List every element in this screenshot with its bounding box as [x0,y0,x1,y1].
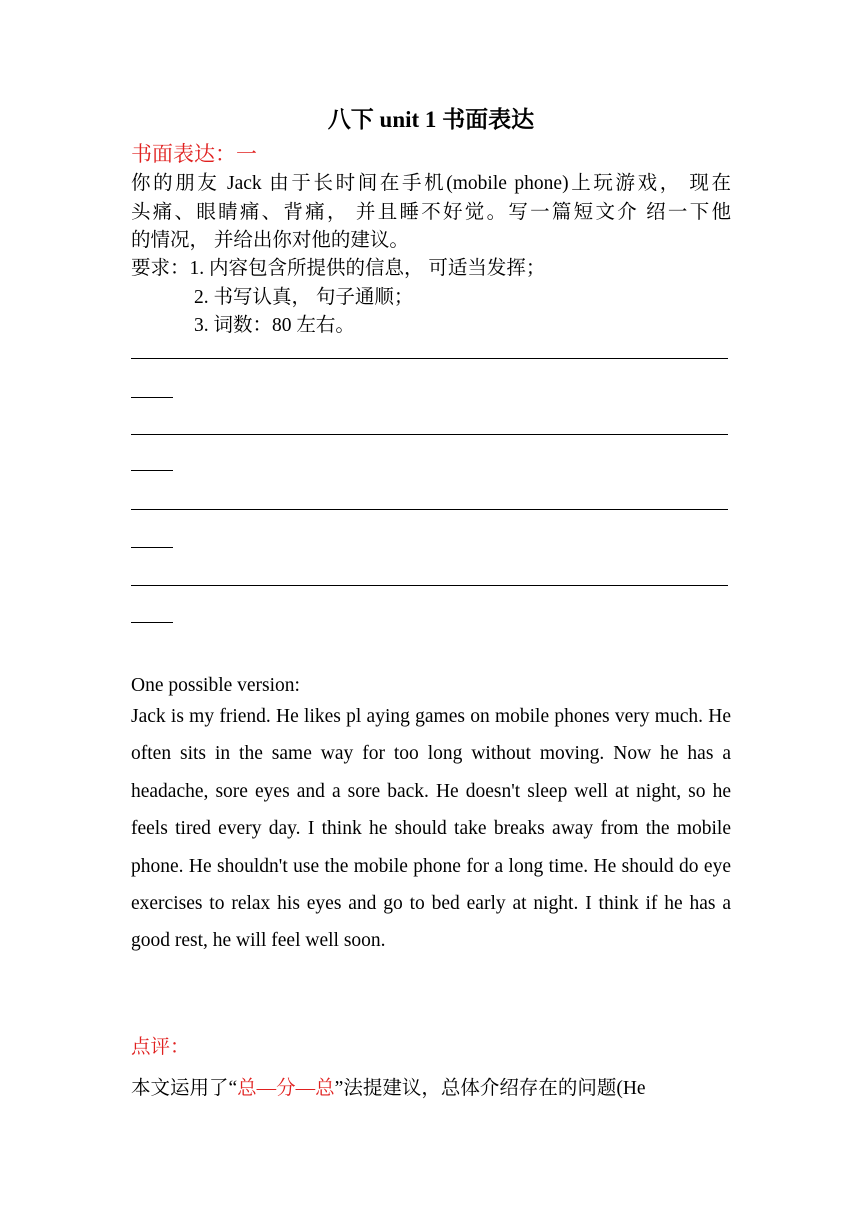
section-heading: 书面表达：一 [131,142,257,166]
task-prompt [131,170,731,256]
page-title: 八下 unit 1 书面表达 [327,107,535,132]
review-highlight: 总—分—总 [237,1078,335,1099]
review-text [131,1074,731,1104]
answer-line[interactable] [131,509,728,510]
answer-line-end[interactable] [131,547,173,548]
prompt-line: 你的朋友 Jack 由于长时间在手机(mobile phone)上玩游戏， 现在 [131,173,731,194]
prompt-line: 头痛、眼睛痛、背痛， 并且睡不好觉。写一篇短文介 绍一下他 [131,201,731,223]
answer-line[interactable] [131,585,728,586]
sample-label: One possible version: [131,675,300,696]
review-heading: 点评： [131,1037,190,1058]
answer-line-end[interactable] [131,622,173,623]
review-suffix: ”法提建议，总体介绍存在的问题(He [334,1078,646,1099]
sample-essay: Jack is my friend. He likes pl aying games on mobile phones very much. He often sits in the same way for too long without moving. Now he has a headache, sore eyes and a sore back. He doesn't sleep well at night, so he feels tired every day. I think he should take breaks away from the mobile phone. He shouldn't use the mobile phone for a long time. He should do eye exercises to relax his eyes and go to bed early at night. I think if he has a good rest, he will feel well soon. [131,706,731,952]
requirement-item: 3. 词数：80 左右。 [194,315,355,336]
requirements-label: 要求： [131,258,190,279]
answer-line-end[interactable] [131,470,173,471]
requirements [131,255,545,341]
review-prefix: 本文运用了“ [131,1078,238,1099]
requirement-item: 1. 内容包含所提供的信息， 可适当发挥； [189,258,546,279]
prompt-line: 的情况， 并给出你对他的建议。 [131,230,409,251]
answer-line-end[interactable] [131,397,173,398]
requirement-item: 2. 书写认真， 句子通顺； [194,286,414,308]
answer-line[interactable] [131,434,728,435]
answer-line[interactable] [131,358,728,359]
